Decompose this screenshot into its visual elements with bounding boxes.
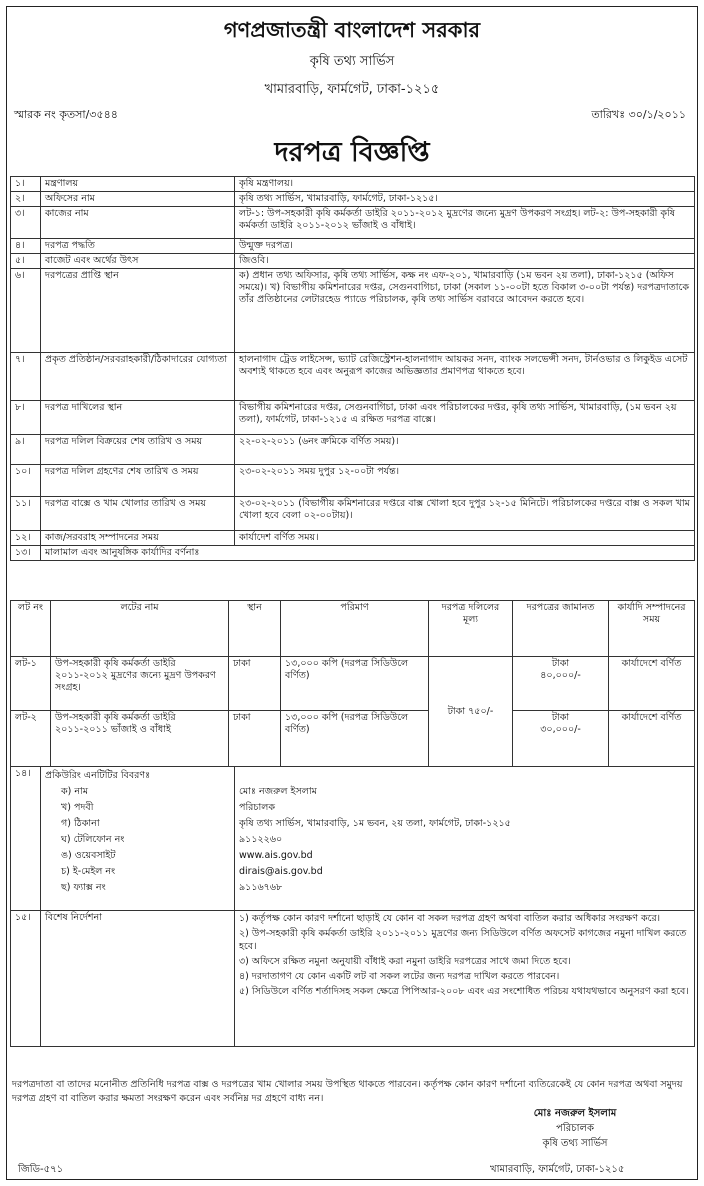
field-label: ঘ) টেলিফোন নং — [61, 834, 125, 845]
row-label: প্রকিউরিং এনটিটির বিবরণঃ — [45, 770, 151, 781]
row-value: কৃষি তথ্য সার্ভিস, খামারবাড়ি, ফার্মগেট, ঢাকা-১২১৫। — [235, 192, 695, 207]
lot-place: ঢাকা — [229, 711, 281, 767]
lot-deposit — [513, 657, 609, 711]
row-num: ১৩। — [11, 546, 41, 561]
row-num: ৭। — [11, 353, 41, 401]
lot-quantity: ১৩,০০০ কপি (দরপত্র সিডিউলে বর্ণিত) — [281, 657, 429, 711]
header-place: স্থান — [229, 601, 281, 657]
row-label: দরপত্র বাক্সে ও খাম খোলার তারিখ ও সময় — [41, 497, 235, 531]
deposit-label: টাকা — [551, 658, 570, 669]
memo-number: স্মারক নং কৃতসা/৩৫৪৪ — [14, 108, 118, 121]
entity-address: কৃষি তথ্য সার্ভিস, খামারবাড়ি, ১ম ভবন, ২য় তলা, ফার্মগেট, ঢাকা-১২১৫ — [239, 818, 511, 829]
lot-place: ঢাকা — [229, 657, 281, 711]
row-label: কাজ/সরবরাহ সম্পাদনের সময় — [41, 531, 235, 546]
deposit-amount: ৩০,০০০/- — [540, 724, 581, 735]
row-num: ১১। — [11, 497, 41, 531]
doc-price: টাকা ৭৫০/- — [429, 657, 513, 767]
row-value: ক) প্রধান তথ্য অফিসার, কৃষি তথ্য সার্ভিস, কক্ষ নং এফ-২০১, খামারবাড়ি (১ম ভবন ২য় তলা), ঢাকা-১২১৫ (অফিস সময়ে)। খ) বিভাগীয় কমিশনারের দপ্তর, সেগুনবাগিচা, ঢাকা (সকাল ১১-০০টা হতে বিকাল ৩-০০টা পর্যন্ত) দরপত্রদাতাকে তাঁর প্রতিষ্ঠানের লেটারহেড প্যাডে পরিচালক, কৃষি তথ্য সার্ভিস বরাবরে আবেদন করতে হবে। — [235, 269, 695, 353]
lot-name: উপ-সহকারী কৃষি কর্মকর্তা ডাইরি ২০১১-২০১২ মুদ্রণের জন্যে মুদ্রণ উপকরণ সংগ্রহ। — [51, 657, 229, 711]
entity-email: dirais@ais.gov.bd — [239, 866, 323, 877]
row-label: মন্ত্রণালয় — [41, 177, 235, 192]
entity-fax: ৯১১৬৭৬৮ — [239, 882, 283, 893]
row-num: ১৪। — [11, 767, 41, 911]
field-label: চ) ই-মেইল নং — [61, 866, 116, 877]
row-label: প্রকৃত প্রতিষ্ঠান/সরবরাহকারী/ঠিকাদারের যোগ্যতা — [41, 353, 235, 401]
lot-table — [10, 600, 695, 767]
row-label: দরপত্র দলিল গ্রহণের শেষ তারিখ ও সময় — [41, 465, 235, 497]
signatory-title: পরিচালক — [556, 1123, 594, 1134]
row-num: ১০। — [11, 465, 41, 497]
header-lot-name: লটের নাম — [51, 601, 229, 657]
instruction-item: ৫) সিডিউলে বর্ণিত শর্তাদিসহ সকল ক্ষেত্রে পিপিআর-২০০৮ এবং এর সংশোধিত পরিচয় যথাযথভাবে অনুসরণ করা হবে। — [239, 986, 689, 997]
procuring-table — [10, 766, 695, 1047]
row-num: ৫। — [11, 254, 41, 269]
header-doc-price: দরপত্র দলিলের মূল্য — [429, 601, 513, 657]
header-quantity: পরিমাণ — [281, 601, 429, 657]
lot-deposit — [513, 711, 609, 767]
row-num: ৯। — [11, 435, 41, 465]
deposit-label: টাকা — [551, 712, 570, 723]
row-label: বিশেষ নির্দেশনা — [41, 911, 235, 1047]
row-value: ২২-০২-২০১১ (৬নং ক্রমিকে বর্ণিত সময়)। — [235, 435, 695, 465]
instruction-item: ২) উপ-সহকারী কৃষি কর্মকর্তা ডাইরি ২০১১-২০১১ মুদ্রণের জন্য সিডিউলে বর্ণিত অফসেট কাগজের নমুনা দাখিল করতে হবে। — [239, 928, 687, 952]
info-table — [10, 176, 695, 561]
signature-block — [470, 1106, 680, 1151]
gd-code: জিডি-৫৭১ — [18, 1164, 64, 1175]
signatory-address: খামারবাড়ি, ফার্মগেট, ঢাকা-১২১৫ — [490, 1164, 625, 1175]
instruction-item: ৪) দরদাতাগণ যে কোন একটি লট বা সকল লটের জন্য দরপত্র দাখিল করতে পারবেন। — [239, 971, 560, 982]
row-value: উন্মুক্ত দরপত্র। — [235, 239, 695, 254]
row-value: জিওবি। — [235, 254, 695, 269]
office-name: কৃষি তথ্য সার্ভিস — [309, 54, 395, 69]
lot-time: কার্যাদেশে বর্ণিত — [609, 657, 695, 711]
row-value: ২৩-০২-২০১১ সময় দুপুর ১২-০০টা পর্যন্ত। — [235, 465, 695, 497]
field-label: খ) পদবী — [61, 802, 94, 813]
row-num: ১২। — [11, 531, 41, 546]
row-value: বিভাগীয় কমিশনারের দপ্তর, সেগুনবাগিচা, ঢাকা এবং পরিচালকের দপ্তর, কৃষি তথ্য সার্ভিস, খামারবাড়ি, (১ম ভবন ২য় তলা), ফার্মগেট, ঢাকা-১২১৫ এ রক্ষিত দরপত্র বাক্সে। — [235, 401, 695, 435]
row-label: দরপত্র দাখিলের স্থান — [41, 401, 235, 435]
entity-name: মোঃ নজরুল ইসলাম — [239, 786, 317, 797]
field-label: ছ) ফ্যাক্স নং — [61, 882, 106, 893]
field-label: ঙ) ওয়েবসাইট — [61, 850, 116, 861]
row-value: ২৩-০২-২০১১ (বিভাগীয় কমিশনারের দপ্তরে বাক্স খোলা হবে দুপুর ১২-১৫ মিনিটে। পরিচালকের দপ্তরে বাক্স ও সকল খাম খোলা হবে বেলা ০২-০০টায়)। — [235, 497, 695, 531]
row-value: হালনাগাদ ট্রেড লাইসেন্স, ভ্যাট রেজিস্ট্রেশন-হালনাগাদ আয়কর সনদ, ব্যাংক সলভেন্সী সনদ, টার্নওভার ও লিকুইড এসেট অবশ্যই থাকতে হবে এবং অনুরূপ কাজের অভিজ্ঞতার প্রমাণপত্র থাকতে হবে। — [235, 353, 695, 401]
entity-title: পরিচালক — [239, 802, 275, 813]
lot-number: লট-২ — [11, 711, 51, 767]
government-title: গণপ্রজাতন্ত্রী বাংলাদেশ সরকার — [223, 18, 481, 42]
footer-note: দরপত্রদাতা বা তাদের মনোনীত প্রতিনিধি দরপত্র বাক্স ও দরপত্রের খাম খোলার সময় উপস্থিত থাকতে পারবেন। কর্তৃপক্ষ কোন কারণ দর্শানো ব্যতিরেকেই যে কোন দরপত্র অথবা সমুদয় দরপত্র গ্রহণ বা বাতিল করার ক্ষমতা সংরক্ষণ করেন এবং সর্বনিম্ন দর গ্রহণে বাধ্য নন। — [12, 1079, 683, 1104]
table-row — [11, 711, 695, 767]
row-value: কৃষি মন্ত্রণালয়। — [235, 177, 695, 192]
procuring-labels — [41, 767, 235, 911]
notice-title: দরপত্র বিজ্ঞপ্তি — [274, 137, 430, 168]
row-value: লট-১: উপ-সহকারী কৃষি কর্মকর্তা ডাইরি ২০১১-২০১২ মুদ্রণের জন্যে মুদ্রণ উপকরণ সংগ্রহ। লট-২: উপ-সহকারী কৃষি কর্মকর্তা ডাইরি ২০১১-২০১২ ভাঁজাই ও বাঁধাই। — [235, 207, 695, 239]
lot-name: উপ-সহকারী কৃষি কর্মকর্তা ডাইরি ২০১১-২০১১ ভাঁজাই ও বাঁধাই — [51, 711, 229, 767]
table-row — [11, 657, 695, 711]
deposit-amount: ৪০,০০০/- — [540, 670, 581, 681]
special-instructions — [235, 911, 695, 1047]
lot-number: লট-১ — [11, 657, 51, 711]
row-label: বাজেট এবং অর্থের উৎস — [41, 254, 235, 269]
instruction-item: ৩) অফিসে রক্ষিত নমুনা অনুযায়ী বাঁধাই করা নমুনা ডাইরি দরপত্রের সাথে জমা দিতে হবে। — [239, 956, 571, 967]
row-value: কার্যাদেশ বর্ণিত সময়। — [235, 531, 695, 546]
header-deposit: দরপত্রের জামানত — [513, 601, 609, 657]
field-label: ক) নাম — [61, 786, 89, 797]
lot-time: কার্যাদেশে বর্ণিত — [609, 711, 695, 767]
office-address: খামারবাড়ি, ফার্মগেট, ঢাকা-১২১৫ — [264, 82, 440, 97]
row-label: কাজের নাম — [41, 207, 235, 239]
row-num: ১৫। — [11, 911, 41, 1047]
field-label: গ) ঠিকানা — [61, 818, 100, 829]
header-lot-no: লট নং — [11, 601, 51, 657]
row-num: ৪। — [11, 239, 41, 254]
row-num: ৬। — [11, 269, 41, 353]
row-num: ২। — [11, 192, 41, 207]
row-label: দরপত্র পদ্ধতি — [41, 239, 235, 254]
row-num: ৩। — [11, 207, 41, 239]
signatory-office: কৃষি তথ্য সার্ভিস — [542, 1138, 608, 1149]
row-num: ১। — [11, 177, 41, 192]
row-label: দরপত্রের প্রাপ্তি স্থান — [41, 269, 235, 353]
signatory-name: মোঃ নজরুল ইসলাম — [533, 1108, 617, 1119]
row-label: মালামাল এবং আনুষঙ্গিক কার্যাদির বর্ণনাঃ — [41, 546, 695, 561]
notice-date: তারিখঃ ৩০/১/২০১১ — [591, 108, 686, 121]
row-label: অফিসের নাম — [41, 192, 235, 207]
entity-website: www.ais.gov.bd — [239, 850, 313, 861]
row-num: ৮। — [11, 401, 41, 435]
procuring-values — [235, 767, 695, 911]
entity-phone: ৯১১২২৬০ — [239, 834, 283, 845]
header-completion-time: কার্যাদি সম্পাদনের সময় — [609, 601, 695, 657]
row-label: দরপত্র দলিল বিক্রয়ের শেষ তারিখ ও সময় — [41, 435, 235, 465]
instruction-item: ১) কর্তৃপক্ষ কোন কারণ দর্শানো ছাড়াই যে কোন বা সকল দরপত্র গ্রহণ অথবা বাতিল করার অধিকার সংরক্ষণ করে। — [239, 913, 661, 924]
lot-quantity: ১৩,০০০ কপি (দরপত্র সিডিউলে বর্ণিত) — [281, 711, 429, 767]
